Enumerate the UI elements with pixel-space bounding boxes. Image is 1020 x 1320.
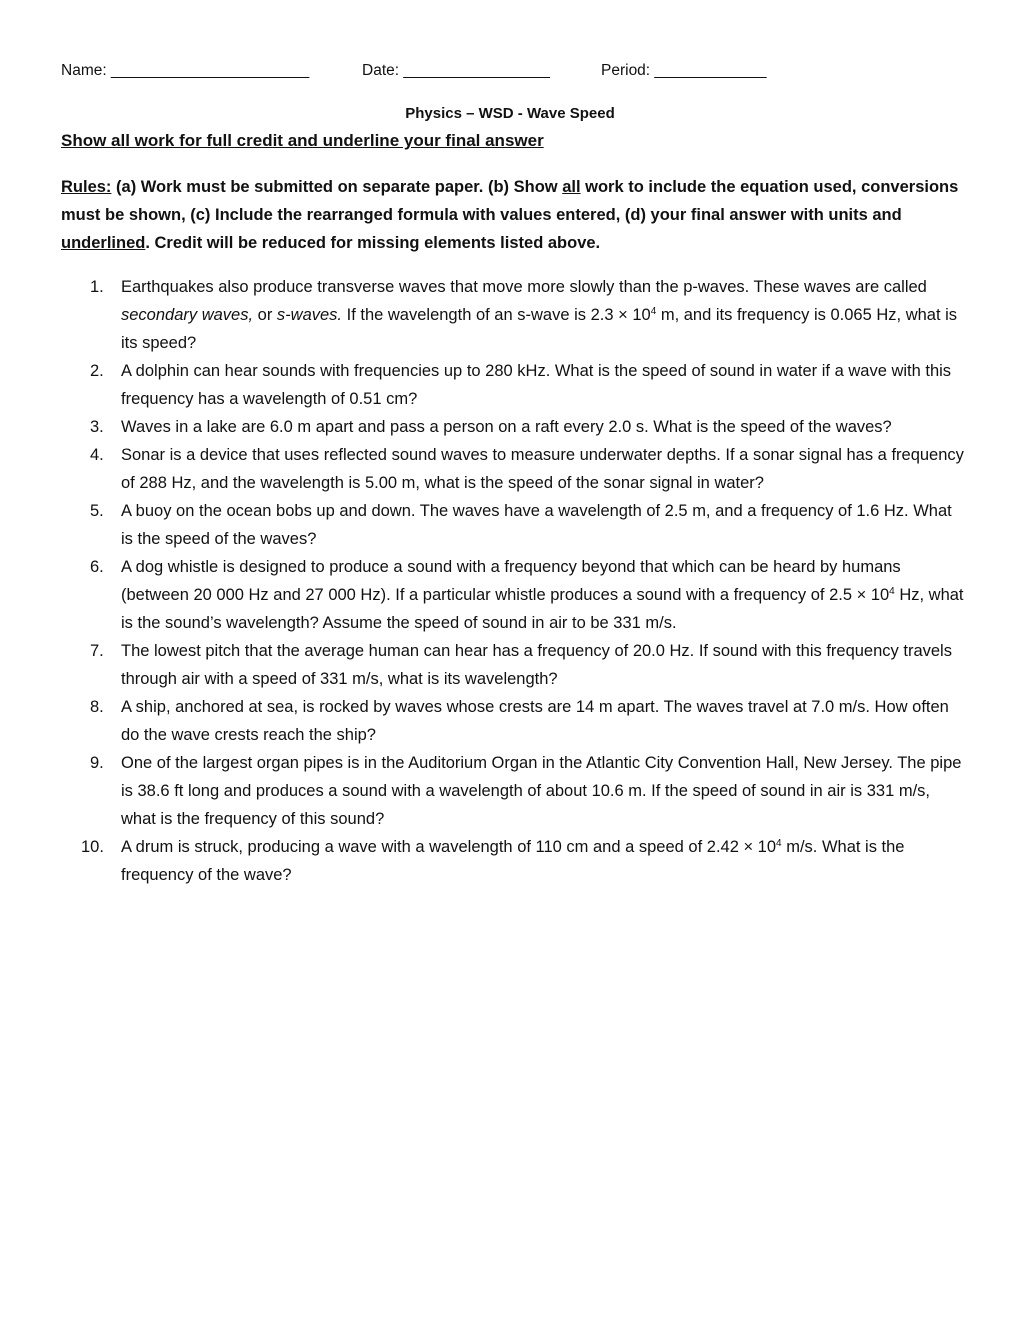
exponent: 4	[889, 586, 895, 597]
question-number: 10.	[81, 838, 104, 856]
rules-underlined-word: underlined	[61, 234, 146, 252]
question-italic-term: s-waves.	[276, 306, 343, 324]
question-5	[61, 497, 966, 553]
question-text: A drum is struck, producing a wave with a wavelength of 110 cm and a speed of 2.42 × 10	[121, 838, 777, 856]
question-number: 4.	[90, 446, 104, 464]
question-text: A ship, anchored at sea, is rocked by waves whose crests are 14 m apart. The waves travel at 7.0 m/s. How often do the wave crests reach the ship?	[121, 698, 949, 744]
exponent: 4	[776, 838, 782, 849]
question-10	[61, 833, 966, 889]
question-italic-term: secondary waves,	[121, 306, 254, 324]
worksheet-title: Physics – WSD - Wave Speed	[405, 105, 615, 122]
question-text: or	[253, 306, 277, 324]
exponent: 4	[650, 306, 657, 317]
rules-paragraph	[61, 173, 966, 257]
rules-all-underlined: all	[562, 178, 581, 196]
date-field[interactable]: Date: _________________	[362, 62, 550, 79]
question-1	[61, 273, 966, 357]
instruction-heading: Show all work for full credit and underline your final answer	[61, 131, 544, 150]
rules-text-3: . Credit will be reduced for missing elements listed above.	[145, 234, 601, 252]
question-number: 3.	[90, 418, 104, 436]
question-text: If the wavelength of an s-wave is 2.3 × 10	[342, 306, 651, 324]
question-number: 8.	[90, 698, 104, 716]
question-text: A dolphin can hear sounds with frequencies up to 280 kHz. What is the speed of sound in water if a wave with this frequency has a wavelength of 0.51 cm?	[121, 362, 952, 408]
question-number: 1.	[90, 278, 104, 296]
question-6	[61, 553, 966, 637]
question-9	[61, 749, 966, 833]
question-text: The lowest pitch that the average human can hear has a frequency of 20.0 Hz. If sound with this frequency travels through air with a speed of 331 m/s, what is its wavelength?	[121, 642, 952, 688]
question-number: 5.	[90, 502, 104, 520]
question-2	[61, 357, 966, 413]
question-7	[61, 637, 966, 693]
question-text: A buoy on the ocean bobs up and down. The waves have a wavelength of 2.5 m, and a frequency of 1.6 Hz. What is the speed of the waves?	[121, 502, 952, 548]
question-text: Earthquakes also produce transverse waves that move more slowly than the p-waves. These waves are called	[121, 278, 927, 296]
question-text: A dog whistle is designed to produce a sound with a frequency beyond that which can be heard by humans (between 20 000 Hz and 27 000 Hz). If a particular whistle produces a sound with a frequency of 2.5 × 10	[121, 558, 901, 604]
period-field[interactable]: Period: _____________	[601, 62, 767, 79]
question-text: m, and its frequency is 0.065 Hz, what is its speed?	[121, 306, 958, 352]
question-text: Sonar is a device that uses reflected sound waves to measure underwater depths. If a sonar signal has a frequency of 288 Hz, and the wavelength is 5.00 m, what is the speed of the sonar signal in water?	[121, 446, 964, 492]
name-field[interactable]: Name: _______________________	[61, 62, 310, 79]
question-number: 2.	[90, 362, 104, 380]
question-number: 7.	[90, 642, 104, 660]
rules-label: Rules:	[61, 178, 112, 196]
question-text: m/s. What is the frequency of the wave?	[121, 838, 905, 884]
question-text: Waves in a lake are 6.0 m apart and pass a person on a raft every 2.0 s. What is the speed of the waves?	[121, 418, 892, 436]
question-text: Hz, what is the sound’s wavelength? Assume the speed of sound in air to be 331 m/s.	[121, 586, 964, 632]
question-list	[61, 273, 966, 889]
question-4	[61, 441, 966, 497]
question-text: One of the largest organ pipes is in the Auditorium Organ in the Atlantic City Convention Hall, New Jersey. The pipe is 38.6 ft long and produces a sound with a wavelength of about 10.6 m. If the speed of sound in air is 331 m/s, what is the frequency of this sound?	[121, 754, 962, 828]
question-8	[61, 693, 966, 749]
rules-text-2: work to include the equation used, conversions must be shown, (c) Include the rearranged formula with values entered, (d) your final answer with units and	[61, 178, 959, 224]
rules-text-1: (a) Work must be submitted on separate paper. (b) Show	[111, 178, 563, 196]
question-number: 6.	[90, 558, 104, 576]
question-number: 9.	[90, 754, 104, 772]
question-3	[61, 413, 966, 441]
